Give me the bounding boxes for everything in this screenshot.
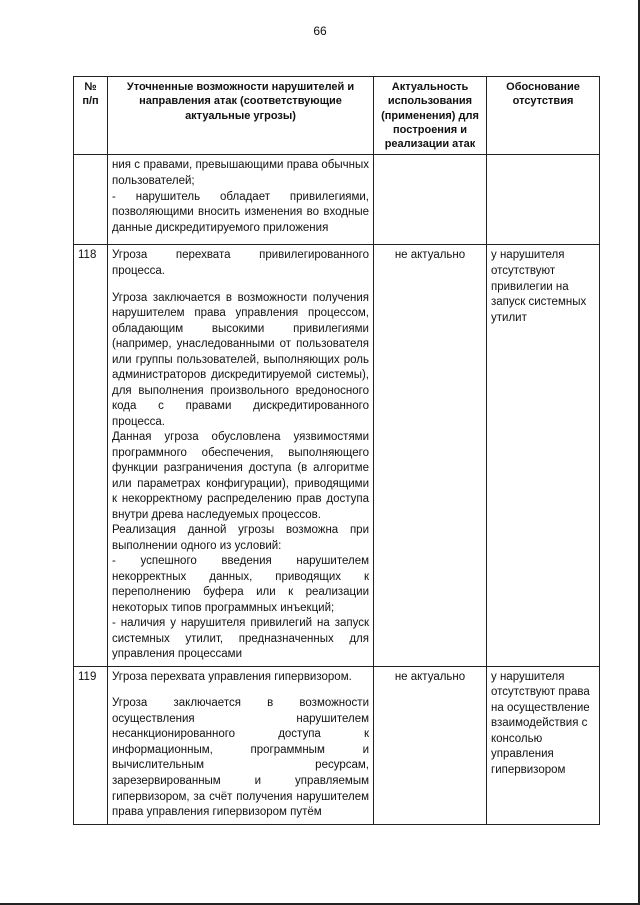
threat-table (73, 76, 600, 825)
continuation-line: - нарушитель обладает привилегиями, позволяющими вносить изменения во входные данные дискредитируемого приложения (112, 190, 369, 234)
threat-title: Угроза перехвата привилегированного процесса. (112, 249, 369, 277)
continuation-line: ния с правами, превышающими права обычных пользователей; (112, 159, 369, 187)
row-description (108, 155, 374, 245)
row-status (374, 155, 487, 245)
threat-paragraph: Угроза заключается в возможности осуществления нарушителем несанкционированного доступа к информационным, программным и вычислительным ресурсам, зарезервированным и управляемым гипервизором, за счёт получения нарушителем права управления гипервизором путём (112, 697, 369, 819)
threat-condition: - успешного введения нарушителем некорректных данных, приводящих к переполнению буфера или к реализации некоторых типов программных инъекций; (112, 555, 369, 614)
header-justification: Обоснование отсутствия (487, 77, 600, 155)
header-relevance: Актуальность использования (применения) для построения и реализации атак (374, 77, 487, 155)
table-header-row (74, 77, 600, 155)
threat-condition: - наличия у нарушителя привилегий на запуск системных утилит, предназначенных для управления процессами (112, 617, 369, 661)
threat-paragraph: Реализация данной угрозы возможна при выполнении одного из условий: (112, 524, 369, 552)
row-status: не актуально (374, 245, 487, 666)
threat-title: Угроза перехвата управления гипервизором. (112, 670, 352, 683)
row-status: не актуально (374, 666, 487, 824)
threat-paragraph: Данная угроза обусловлена уязвимостями программного обеспечения, выполняющего функции разграничения доступа (в алгоритме или параметрах конфигурации), приводящими к некорректному распределению прав доступа внутри древа наследуемых процессов. (112, 431, 369, 521)
header-capabilities: Уточненные возможности нарушителей и направления атак (соответствующие актуальные угрозы) (108, 77, 374, 155)
row-number: 118 (74, 245, 108, 666)
row-number: 119 (74, 666, 108, 824)
row-reason: у нарушителя отсутствуют привилегии на запуск системных утилит (487, 245, 600, 666)
header-number: № п/п (74, 77, 108, 155)
row-reason (487, 155, 600, 245)
row-reason: у нарушителя отсутствуют права на осуществление взаимодействия с консолью управления гипервизором (487, 666, 600, 824)
row-description (108, 666, 374, 824)
table-row-118 (74, 245, 600, 666)
row-number (74, 155, 108, 245)
table-row-continuation (74, 155, 600, 245)
page-number: 66 (313, 24, 327, 38)
table-row-119 (74, 666, 600, 824)
row-description (108, 245, 374, 666)
threat-paragraph: Угроза заключается в возможности получения нарушителем права управления процессом, обладающим высокими привилегиями (например, унаследованными от пользователя или группы пользователей, выполняющих роль администраторов дискредитируемой системы), для выполнения произвольного вредоносного кода с правами дискредитированного процесса. (112, 291, 369, 428)
